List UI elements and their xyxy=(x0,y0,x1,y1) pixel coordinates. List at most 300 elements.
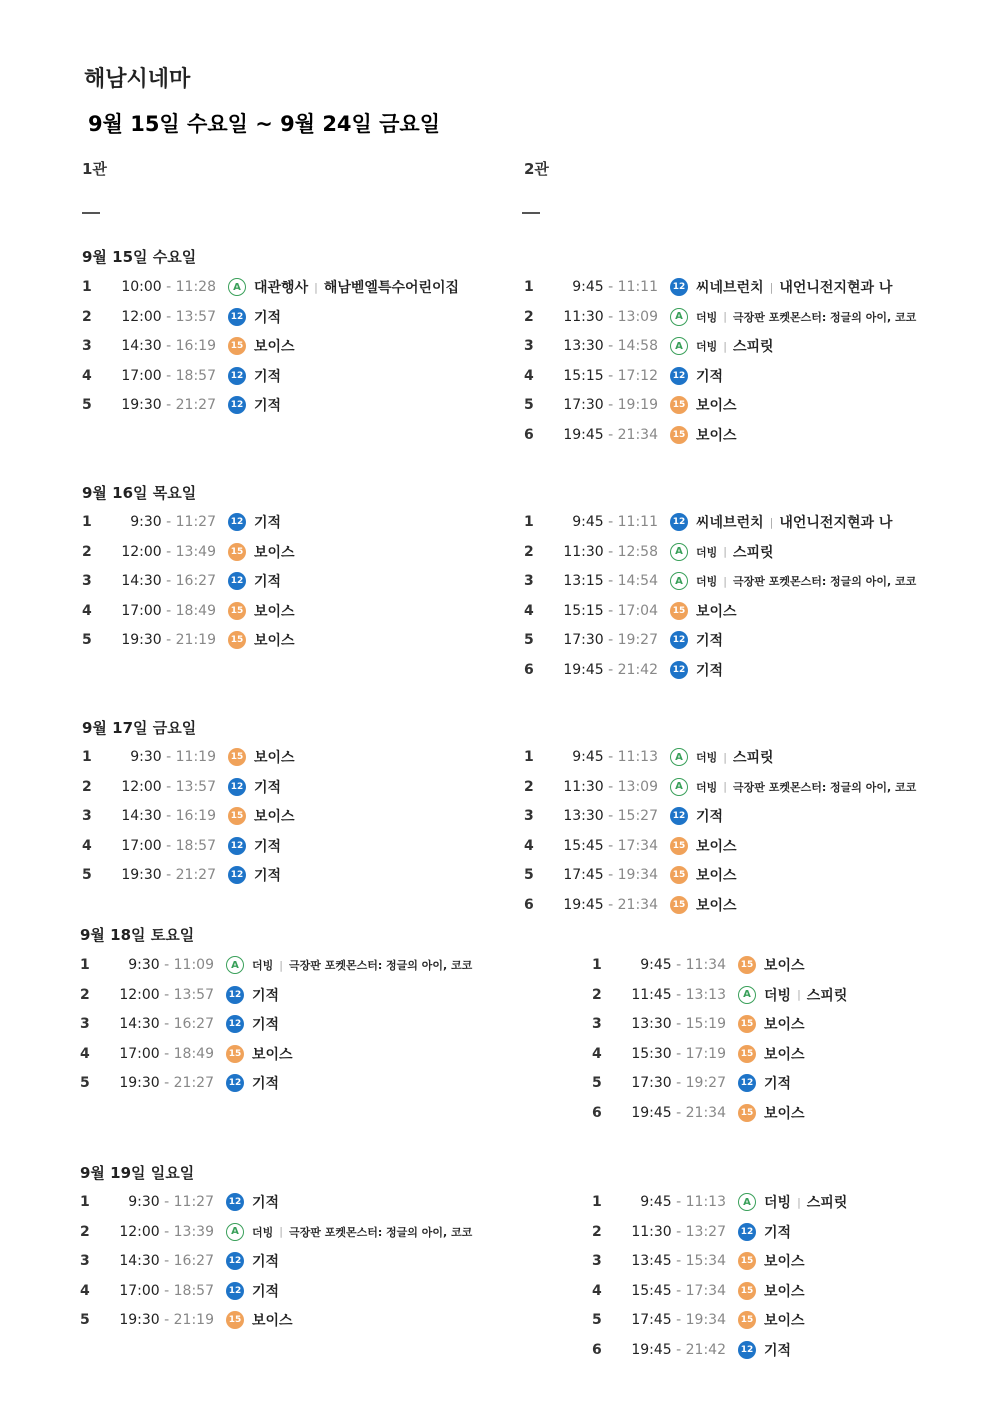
rating-15-icon: 15 xyxy=(228,748,246,766)
showtime xyxy=(104,867,228,883)
movie-subtitle: 내언니전지현과 나 xyxy=(779,515,893,531)
showtime-row[interactable] xyxy=(524,805,723,827)
time-separator: - xyxy=(603,308,618,325)
movie-title: 보이스 xyxy=(764,1046,805,1063)
start-time: 12:00 xyxy=(119,1223,160,1240)
movie-title: 기적 xyxy=(254,779,282,796)
separator: | xyxy=(279,958,283,972)
time-separator: - xyxy=(603,338,618,355)
showtime-row[interactable] xyxy=(524,894,737,916)
screening-number: 5 xyxy=(82,867,92,884)
showtime xyxy=(104,309,228,325)
showtime xyxy=(102,1194,226,1210)
rating-15-icon: 15 xyxy=(670,837,688,855)
movie-subtitle: 극장판 포켓몬스터: 정글의 아이, 코코 xyxy=(288,959,473,972)
showtime-row[interactable] xyxy=(524,864,737,886)
screening-number: 2 xyxy=(80,1223,90,1240)
hall-2-header: 2관 xyxy=(524,160,549,178)
rating-12-icon: 12 xyxy=(670,807,688,825)
showtime-row[interactable] xyxy=(524,570,916,592)
start-time: 17:00 xyxy=(119,1282,160,1299)
start-time: 11:30 xyxy=(563,308,604,325)
separator: | xyxy=(797,988,801,1002)
separator: | xyxy=(279,1225,283,1239)
time-separator: - xyxy=(161,808,176,825)
showtime xyxy=(546,338,670,354)
end-time: 11:09 xyxy=(173,957,214,973)
showtime-row[interactable] xyxy=(82,600,295,622)
movie-title: 기적 xyxy=(254,838,282,855)
showtime-row[interactable] xyxy=(80,954,472,976)
format-label: 더빙 xyxy=(252,1225,274,1239)
showtime-row[interactable] xyxy=(592,954,805,976)
showtime-row[interactable] xyxy=(524,776,916,798)
end-time: 15:19 xyxy=(685,1016,726,1033)
showtime xyxy=(546,867,670,883)
movie-title: 기적 xyxy=(252,1254,280,1271)
showtime-row[interactable] xyxy=(80,1309,293,1331)
movie-title: 기적 xyxy=(254,398,282,415)
time-separator: - xyxy=(161,602,176,619)
time-separator: - xyxy=(161,514,176,530)
time-separator: - xyxy=(603,279,618,295)
rating-15-icon: 15 xyxy=(738,1282,756,1300)
start-time: 17:00 xyxy=(119,1045,160,1062)
showtime xyxy=(546,662,670,678)
rating-12-icon: 12 xyxy=(226,1193,244,1211)
start-time: 19:30 xyxy=(121,397,162,414)
movie-title: 더빙 xyxy=(764,1195,792,1211)
separator: | xyxy=(723,750,727,764)
screening-number: 1 xyxy=(80,1194,90,1210)
start-time: 15:15 xyxy=(563,367,604,384)
rating-12-icon: 12 xyxy=(228,866,246,884)
separator: | xyxy=(797,1195,801,1209)
showtime xyxy=(546,279,670,295)
start-time: 19:45 xyxy=(631,1105,672,1121)
showtime-row[interactable] xyxy=(524,424,737,446)
movie-title: 보이스 xyxy=(696,838,737,855)
rating-15-icon: 15 xyxy=(228,337,246,355)
showtime xyxy=(546,779,670,795)
start-time: 12:00 xyxy=(121,308,162,325)
screening-number: 4 xyxy=(524,367,534,384)
date-range: 9월 15일 수요일 ~ 9월 24일 금요일 xyxy=(88,112,440,136)
screening-number: 4 xyxy=(592,1045,602,1062)
showtime xyxy=(614,1342,738,1358)
showtime-row[interactable] xyxy=(82,864,281,886)
time-separator: - xyxy=(671,1045,686,1062)
end-time: 19:27 xyxy=(617,632,658,649)
rating-a-icon: A xyxy=(670,778,688,796)
start-time: 9:45 xyxy=(640,957,672,973)
start-time: 12:00 xyxy=(121,778,162,795)
end-time: 18:57 xyxy=(175,837,216,854)
end-time: 11:13 xyxy=(685,1194,726,1210)
time-separator: - xyxy=(603,514,618,530)
screening-number: 5 xyxy=(592,1312,602,1329)
movie-title: 기적 xyxy=(696,633,724,650)
start-time: 19:30 xyxy=(119,1075,160,1092)
time-separator: - xyxy=(159,1312,174,1329)
showtime xyxy=(546,632,670,648)
rating-12-icon: 12 xyxy=(670,661,688,679)
movie-title: 보이스 xyxy=(764,1313,805,1330)
end-time: 16:27 xyxy=(173,1016,214,1033)
screening-number: 3 xyxy=(80,1016,90,1033)
rating-15-icon: 15 xyxy=(670,396,688,414)
showtime xyxy=(104,573,228,589)
showtime-row[interactable] xyxy=(524,511,892,533)
start-time: 14:30 xyxy=(121,573,162,590)
screening-number: 2 xyxy=(82,308,92,325)
movie-subtitle: 스피릿 xyxy=(732,750,774,766)
rating-a-icon: A xyxy=(226,1223,244,1241)
showtime-row[interactable] xyxy=(524,394,737,416)
end-time: 21:34 xyxy=(617,427,658,443)
start-time: 12:00 xyxy=(121,543,162,560)
screening-number: 5 xyxy=(80,1312,90,1329)
time-separator: - xyxy=(603,778,618,795)
time-separator: - xyxy=(671,1105,686,1121)
separator: | xyxy=(769,515,774,529)
movie-subtitle: 극장판 포켓몬스터: 정글의 아이, 코코 xyxy=(732,780,917,794)
movie-title: 보이스 xyxy=(764,1254,805,1271)
showtime-row[interactable] xyxy=(592,1250,805,1272)
showtime-row[interactable] xyxy=(82,335,295,357)
format-label: 더빙 xyxy=(696,545,718,559)
time-separator: - xyxy=(671,1075,686,1092)
time-separator: - xyxy=(159,1253,174,1270)
screening-number: 6 xyxy=(592,1105,602,1121)
time-separator: - xyxy=(603,367,618,384)
showtime-row[interactable] xyxy=(592,1043,805,1065)
start-time: 15:15 xyxy=(563,602,604,619)
start-time: 13:30 xyxy=(563,338,604,355)
movie-subtitle: 스피릿 xyxy=(806,987,848,1004)
end-time: 13:09 xyxy=(617,308,658,325)
showtime xyxy=(104,603,228,619)
rating-15-icon: 15 xyxy=(228,807,246,825)
screening-number: 1 xyxy=(524,749,534,765)
rating-12-icon: 12 xyxy=(738,1074,756,1092)
start-time: 14:30 xyxy=(119,1016,160,1033)
showtime-row[interactable] xyxy=(524,835,737,857)
time-separator: - xyxy=(161,543,176,560)
rating-12-icon: 12 xyxy=(226,1015,244,1033)
format-label: 더빙 xyxy=(696,340,718,354)
page-title: 해남시네마 xyxy=(84,67,191,92)
screening-number: 2 xyxy=(82,778,92,795)
rating-15-icon: 15 xyxy=(738,1045,756,1063)
start-time: 17:45 xyxy=(563,867,604,884)
time-separator: - xyxy=(159,1282,174,1299)
movie-title: 보이스 xyxy=(252,1046,293,1063)
showtime-row[interactable] xyxy=(524,659,723,681)
showtime xyxy=(614,1105,738,1121)
end-time: 11:34 xyxy=(685,957,726,973)
rating-12-icon: 12 xyxy=(228,572,246,590)
showtime-row[interactable] xyxy=(82,306,281,328)
rating-15-icon: 15 xyxy=(228,631,246,649)
movie-title: 보이스 xyxy=(764,958,805,974)
showtime-row[interactable] xyxy=(592,1280,805,1302)
movie-title: 기적 xyxy=(252,1195,280,1211)
end-time: 11:27 xyxy=(173,1194,214,1210)
movie-title: 씨네브런치 xyxy=(696,280,764,296)
rating-15-icon: 15 xyxy=(228,543,246,561)
rating-12-icon: 12 xyxy=(228,513,246,531)
showtime-row[interactable] xyxy=(82,276,459,298)
screening-number: 6 xyxy=(524,427,534,443)
rating-12-icon: 12 xyxy=(670,631,688,649)
format-label: 더빙 xyxy=(696,310,718,324)
showtime-row[interactable] xyxy=(592,1309,805,1331)
end-time: 18:49 xyxy=(175,602,216,619)
end-time: 16:19 xyxy=(175,808,216,825)
showtime xyxy=(546,838,670,854)
start-time: 15:30 xyxy=(631,1045,672,1062)
movie-title: 기적 xyxy=(252,1283,280,1300)
movie-title: 기적 xyxy=(252,987,280,1004)
time-separator: - xyxy=(603,397,618,414)
screening-number: 2 xyxy=(82,543,92,560)
showtime-row[interactable] xyxy=(80,1280,279,1302)
movie-title: 보이스 xyxy=(764,1106,805,1122)
end-time: 12:58 xyxy=(617,543,658,560)
rating-15-icon: 15 xyxy=(228,602,246,620)
start-time: 14:30 xyxy=(121,338,162,355)
showtime-row[interactable] xyxy=(592,1339,791,1361)
time-separator: - xyxy=(161,749,176,765)
movie-title: 더빙 xyxy=(764,987,792,1004)
showtime-row[interactable] xyxy=(592,1013,805,1035)
time-separator: - xyxy=(603,602,618,619)
start-time: 13:30 xyxy=(631,1016,672,1033)
screening-number: 2 xyxy=(80,986,90,1003)
time-separator: - xyxy=(671,1194,686,1210)
showtime-row[interactable] xyxy=(592,1072,791,1094)
rating-12-icon: 12 xyxy=(226,1282,244,1300)
rating-15-icon: 15 xyxy=(226,1045,244,1063)
time-separator: - xyxy=(603,897,618,913)
showtime-row[interactable] xyxy=(82,746,295,768)
screening-number: 3 xyxy=(80,1253,90,1270)
time-separator: - xyxy=(159,957,174,973)
showtime-row[interactable] xyxy=(524,629,723,651)
showtime-row[interactable] xyxy=(524,365,723,387)
showtime-row[interactable] xyxy=(524,541,774,563)
rating-12-icon: 12 xyxy=(226,1074,244,1092)
rating-12-icon: 12 xyxy=(228,367,246,385)
movie-subtitle: 스피릿 xyxy=(732,544,774,561)
rating-a-icon: A xyxy=(670,308,688,326)
separator: | xyxy=(723,545,727,559)
rating-12-icon: 12 xyxy=(228,778,246,796)
end-time: 11:11 xyxy=(617,514,658,530)
movie-title: 보이스 xyxy=(696,603,737,620)
showtime-row[interactable] xyxy=(80,1191,279,1213)
movie-subtitle: 스피릿 xyxy=(806,1195,848,1211)
showtime-row[interactable] xyxy=(592,1221,791,1243)
showtime xyxy=(104,368,228,384)
showtime-row[interactable] xyxy=(80,984,279,1006)
end-time: 21:27 xyxy=(173,1075,214,1092)
rating-12-icon: 12 xyxy=(670,513,688,531)
showtime-row[interactable] xyxy=(82,541,295,563)
showtime-row[interactable] xyxy=(82,570,281,592)
end-time: 18:57 xyxy=(173,1282,214,1299)
day-title: 9월 18일 토요일 xyxy=(80,926,195,944)
screening-number: 3 xyxy=(82,573,92,590)
end-time: 21:42 xyxy=(685,1342,726,1358)
start-time: 14:30 xyxy=(121,808,162,825)
start-time: 9:30 xyxy=(130,749,162,765)
time-separator: - xyxy=(161,632,176,649)
rating-15-icon: 15 xyxy=(670,896,688,914)
movie-title: 씨네브런치 xyxy=(696,515,764,531)
start-time: 10:00 xyxy=(121,279,162,295)
showtime-row[interactable] xyxy=(524,746,774,768)
showtime-row[interactable] xyxy=(82,805,295,827)
screening-number: 3 xyxy=(524,808,534,825)
screening-number: 2 xyxy=(592,986,602,1003)
showtime xyxy=(614,1312,738,1328)
end-time: 17:19 xyxy=(685,1045,726,1062)
end-time: 21:27 xyxy=(175,397,216,414)
screening-number: 5 xyxy=(80,1075,90,1092)
movie-title: 보이스 xyxy=(696,868,737,885)
showtime-row[interactable] xyxy=(592,1102,805,1124)
screening-number: 1 xyxy=(592,1194,602,1210)
end-time: 19:34 xyxy=(617,867,658,884)
showtime-row[interactable] xyxy=(82,776,281,798)
screening-number: 2 xyxy=(524,308,534,325)
screening-number: 1 xyxy=(82,514,92,530)
showtime xyxy=(614,957,738,973)
time-separator: - xyxy=(603,662,618,678)
movie-subtitle: 극장판 포켓몬스터: 정글의 아이, 코코 xyxy=(732,575,917,589)
screening-number: 3 xyxy=(524,338,534,355)
end-time: 21:42 xyxy=(617,662,658,678)
showtime-row[interactable] xyxy=(82,365,281,387)
showtime-row[interactable] xyxy=(82,511,281,533)
showtime-row[interactable] xyxy=(80,1013,279,1035)
screening-number: 5 xyxy=(524,867,534,884)
start-time: 9:30 xyxy=(128,1194,160,1210)
showtime-row[interactable] xyxy=(524,335,774,357)
start-time: 17:30 xyxy=(563,397,604,414)
time-separator: - xyxy=(603,573,618,590)
screening-number: 5 xyxy=(524,397,534,414)
end-time: 13:13 xyxy=(685,986,726,1003)
screening-number: 1 xyxy=(80,957,90,973)
showtime xyxy=(546,897,670,913)
movie-title: 기적 xyxy=(254,574,282,591)
movie-title: 보이스 xyxy=(764,1283,805,1300)
end-time: 17:34 xyxy=(617,837,658,854)
screening-number: 3 xyxy=(82,338,92,355)
movie-title: 기적 xyxy=(252,1017,280,1034)
separator: | xyxy=(314,280,318,294)
screening-number: 4 xyxy=(82,837,92,854)
time-separator: - xyxy=(159,1075,174,1092)
showtime-row[interactable] xyxy=(524,600,737,622)
showtime xyxy=(546,514,670,530)
end-time: 21:34 xyxy=(685,1105,726,1121)
screening-number: 4 xyxy=(524,602,534,619)
time-separator: - xyxy=(161,867,176,884)
movie-subtitle: 극장판 포켓몬스터: 정글의 아이, 코코 xyxy=(732,310,917,324)
showtime xyxy=(546,397,670,413)
showtime xyxy=(614,1283,738,1299)
movie-title: 기적 xyxy=(764,1343,792,1359)
showtime-row[interactable] xyxy=(82,394,281,416)
screening-number: 1 xyxy=(82,279,92,295)
screening-number: 5 xyxy=(82,632,92,649)
rating-15-icon: 15 xyxy=(670,426,688,444)
time-separator: - xyxy=(161,778,176,795)
showtime xyxy=(102,1253,226,1269)
movie-title: 보이스 xyxy=(254,750,295,766)
showtime xyxy=(546,427,670,443)
movie-title: 기적 xyxy=(254,868,282,885)
rating-a-icon: A xyxy=(670,748,688,766)
end-time: 13:57 xyxy=(175,308,216,325)
start-time: 9:45 xyxy=(640,1194,672,1210)
time-separator: - xyxy=(603,749,618,765)
showtime-row[interactable] xyxy=(82,835,281,857)
movie-title: 기적 xyxy=(252,1076,280,1093)
rating-15-icon: 15 xyxy=(738,1311,756,1329)
end-time: 21:19 xyxy=(175,632,216,649)
showtime-row[interactable] xyxy=(592,984,847,1006)
showtime xyxy=(546,544,670,560)
start-time: 17:30 xyxy=(631,1075,672,1092)
showtime-row[interactable] xyxy=(592,1191,847,1213)
showtime-row[interactable] xyxy=(524,276,892,298)
showtime-row[interactable] xyxy=(524,306,916,328)
screening-number: 5 xyxy=(592,1075,602,1092)
end-time: 17:04 xyxy=(617,602,658,619)
start-time: 17:00 xyxy=(121,837,162,854)
movie-title: 보이스 xyxy=(252,1313,293,1330)
time-separator: - xyxy=(603,837,618,854)
showtime-row[interactable] xyxy=(80,1250,279,1272)
movie-title: 보이스 xyxy=(696,898,737,914)
screening-number: 4 xyxy=(80,1045,90,1062)
start-time: 9:45 xyxy=(572,514,604,530)
rating-a-icon: A xyxy=(738,1193,756,1211)
rating-12-icon: 12 xyxy=(738,1341,756,1359)
screening-number: 6 xyxy=(524,662,534,678)
format-label: 더빙 xyxy=(696,780,718,794)
screening-number: 1 xyxy=(592,957,602,973)
rating-12-icon: 12 xyxy=(228,308,246,326)
start-time: 11:30 xyxy=(563,778,604,795)
showtime-row[interactable] xyxy=(80,1072,279,1094)
end-time: 21:34 xyxy=(617,897,658,913)
day-title: 9월 17일 금요일 xyxy=(82,719,197,737)
start-time: 17:00 xyxy=(121,367,162,384)
showtime-row[interactable] xyxy=(80,1043,293,1065)
screening-number: 4 xyxy=(80,1282,90,1299)
showtime-row[interactable] xyxy=(82,629,295,651)
rating-12-icon: 12 xyxy=(228,837,246,855)
screening-number: 3 xyxy=(592,1253,602,1270)
end-time: 13:27 xyxy=(685,1223,726,1240)
showtime-row[interactable] xyxy=(80,1221,472,1243)
